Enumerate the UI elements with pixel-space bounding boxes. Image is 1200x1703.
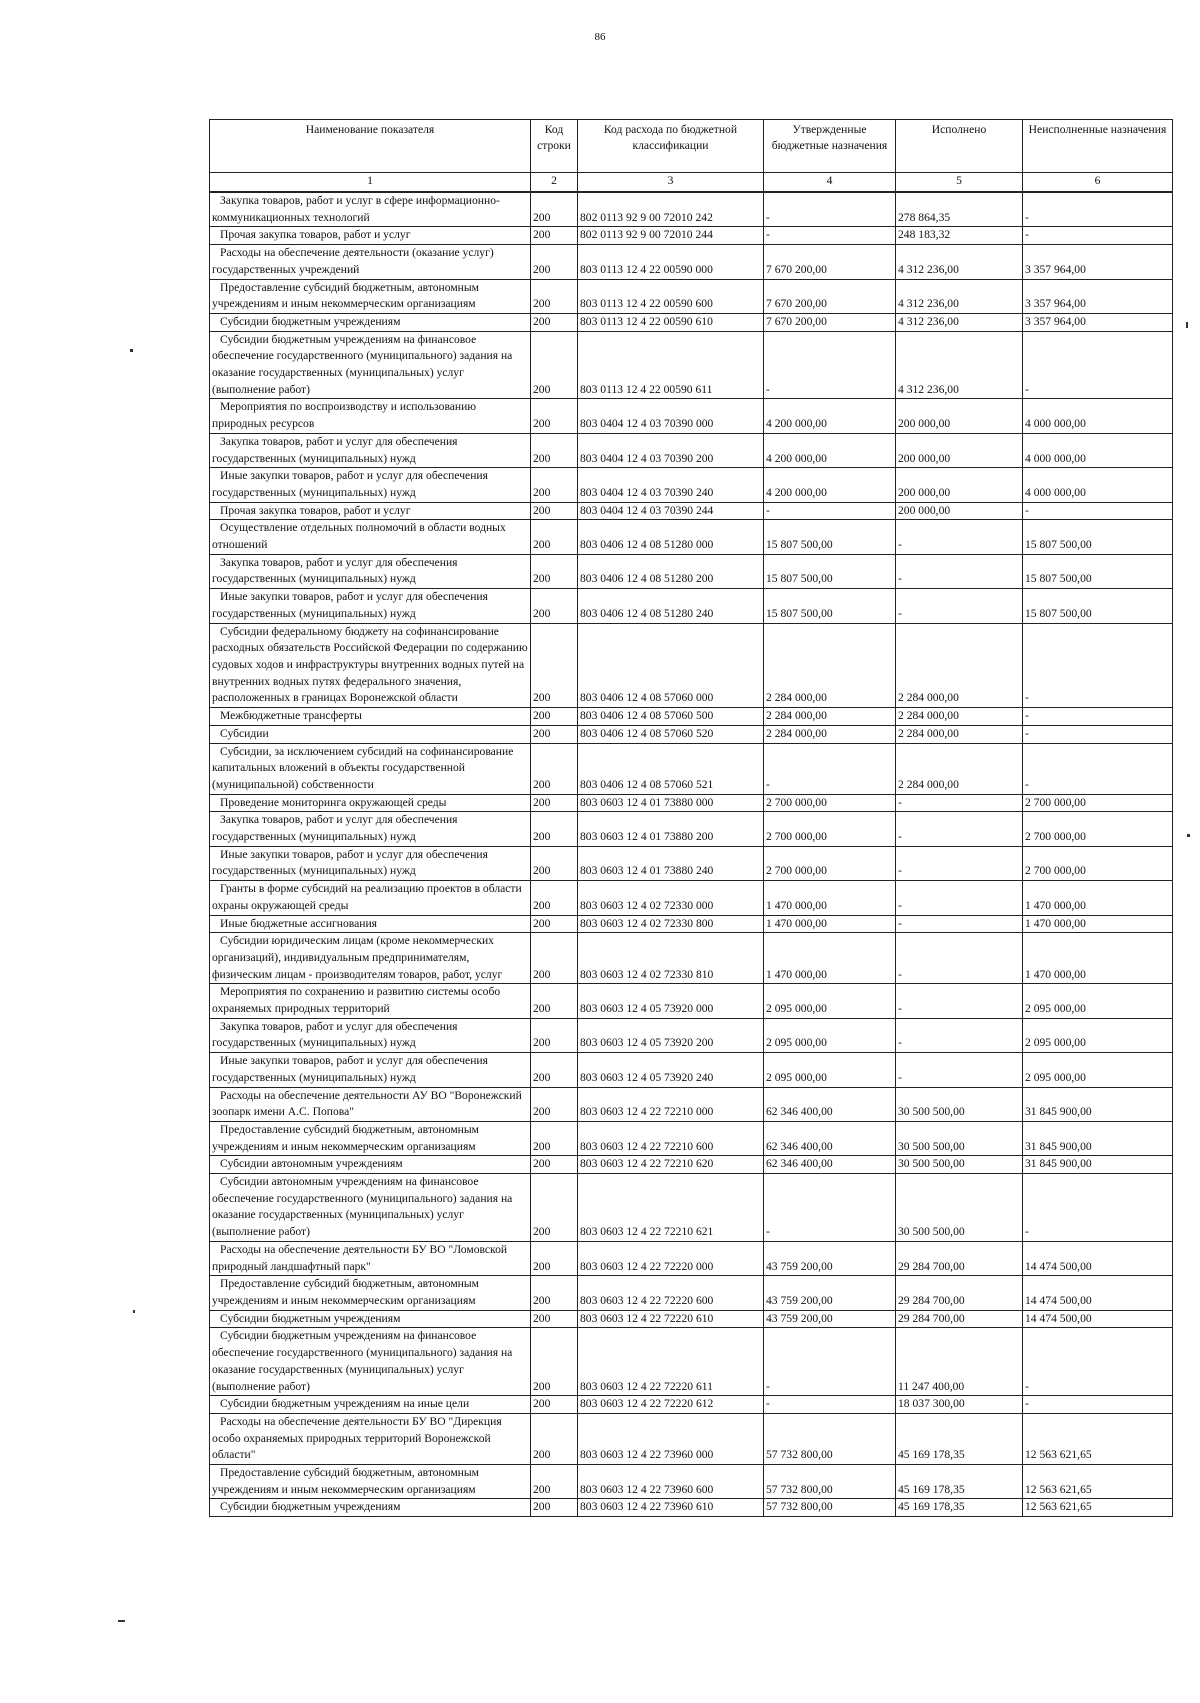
row-line-code: 200 — [531, 1241, 578, 1275]
row-executed: 11 247 400,00 — [896, 1328, 1023, 1396]
row-name: Субсидии федеральному бюджету на софинансирование расходных обязательств Российской Федерации по содержанию судовых ходов и инфраструктуры внутренних водных путей на внутренних водных путях федерального значения, расположенных в границах Воронежской области — [210, 623, 531, 708]
row-line-code: 200 — [531, 743, 578, 794]
row-approved: 43 759 200,00 — [764, 1310, 896, 1328]
row-executed: - — [896, 984, 1023, 1018]
row-line-code: 200 — [531, 399, 578, 433]
column-header-budget-code: Код расхода по бюджетной классификации — [578, 120, 764, 173]
row-unexecuted: 4 000 000,00 — [1023, 433, 1173, 467]
row-executed: 30 500 500,00 — [896, 1087, 1023, 1121]
row-executed: - — [896, 933, 1023, 984]
row-approved: - — [764, 743, 896, 794]
row-name: Мероприятия по воспроизводству и использованию природных ресурсов — [210, 399, 531, 433]
column-header-executed: Исполнено — [896, 120, 1023, 173]
row-budget-code: 803 0603 12 4 22 72220 600 — [578, 1276, 764, 1310]
row-unexecuted: 2 700 000,00 — [1023, 794, 1173, 812]
column-header-name: Наименование показателя — [210, 120, 531, 173]
row-budget-code: 803 0603 12 4 22 72220 610 — [578, 1310, 764, 1328]
row-unexecuted: 1 470 000,00 — [1023, 915, 1173, 933]
row-name: Закупка товаров, работ и услуг для обеспечения государственных (муниципальных) нужд — [210, 1018, 531, 1052]
row-executed: - — [896, 846, 1023, 880]
row-budget-code: 803 0603 12 4 02 72330 810 — [578, 933, 764, 984]
row-executed: 18 037 300,00 — [896, 1396, 1023, 1414]
table-row — [210, 623, 1173, 708]
table-row — [210, 708, 1173, 726]
row-name: Предоставление субсидий бюджетным, автономным учреждениям и иным некоммерческим организациям — [210, 1276, 531, 1310]
row-unexecuted: 2 095 000,00 — [1023, 1053, 1173, 1087]
row-approved: 62 346 400,00 — [764, 1156, 896, 1174]
row-executed: 248 183,32 — [896, 227, 1023, 245]
row-unexecuted: 3 357 964,00 — [1023, 313, 1173, 331]
row-budget-code: 803 0603 12 4 01 73880 240 — [578, 846, 764, 880]
row-approved: 2 700 000,00 — [764, 846, 896, 880]
row-executed: 2 284 000,00 — [896, 708, 1023, 726]
row-approved: 2 284 000,00 — [764, 708, 896, 726]
table-row — [210, 245, 1173, 279]
row-line-code: 200 — [531, 1053, 578, 1087]
row-unexecuted: 4 000 000,00 — [1023, 399, 1173, 433]
row-executed: 200 000,00 — [896, 468, 1023, 502]
table-row — [210, 1174, 1173, 1242]
row-executed: - — [896, 554, 1023, 588]
row-name: Иные закупки товаров, работ и услуг для обеспечения государственных (муниципальных) нужд — [210, 468, 531, 502]
row-line-code: 200 — [531, 313, 578, 331]
row-line-code: 200 — [531, 846, 578, 880]
row-executed: 2 284 000,00 — [896, 725, 1023, 743]
row-name: Расходы на обеспечение деятельности БУ ВО "Ломовской природный ландшафтный парк" — [210, 1241, 531, 1275]
row-executed: - — [896, 881, 1023, 915]
row-approved: 1 470 000,00 — [764, 933, 896, 984]
column-header-line-code: Код строки — [531, 120, 578, 173]
row-line-code: 200 — [531, 331, 578, 399]
row-budget-code: 803 0406 12 4 08 51280 240 — [578, 589, 764, 623]
row-unexecuted: 3 357 964,00 — [1023, 279, 1173, 313]
column-number: 5 — [896, 173, 1023, 193]
row-line-code: 200 — [531, 589, 578, 623]
row-executed: 278 864,35 — [896, 192, 1023, 227]
row-unexecuted: 14 474 500,00 — [1023, 1310, 1173, 1328]
column-number: 4 — [764, 173, 896, 193]
row-unexecuted: 12 563 621,65 — [1023, 1499, 1173, 1517]
row-executed: - — [896, 1018, 1023, 1052]
row-name: Субсидии — [210, 725, 531, 743]
row-approved: 62 346 400,00 — [764, 1121, 896, 1155]
row-line-code: 200 — [531, 1087, 578, 1121]
row-approved: 7 670 200,00 — [764, 279, 896, 313]
row-budget-code: 803 0603 12 4 22 72210 000 — [578, 1087, 764, 1121]
row-unexecuted: - — [1023, 623, 1173, 708]
row-budget-code: 802 0113 92 9 00 72010 242 — [578, 192, 764, 227]
row-name: Расходы на обеспечение деятельности (оказание услуг) государственных учреждений — [210, 245, 531, 279]
table-row — [210, 502, 1173, 520]
row-line-code: 200 — [531, 1276, 578, 1310]
row-unexecuted: 15 807 500,00 — [1023, 589, 1173, 623]
table-row — [210, 1241, 1173, 1275]
scan-mark — [130, 349, 133, 352]
row-line-code: 200 — [531, 1396, 578, 1414]
row-approved: 57 732 800,00 — [764, 1465, 896, 1499]
row-unexecuted: - — [1023, 502, 1173, 520]
table-row — [210, 1018, 1173, 1052]
table-row — [210, 1328, 1173, 1396]
row-executed: 4 312 236,00 — [896, 279, 1023, 313]
table-row — [210, 399, 1173, 433]
row-budget-code: 802 0113 92 9 00 72010 244 — [578, 227, 764, 245]
row-executed: 4 312 236,00 — [896, 331, 1023, 399]
row-line-code: 200 — [531, 708, 578, 726]
row-executed: 200 000,00 — [896, 433, 1023, 467]
table-row — [210, 1310, 1173, 1328]
row-unexecuted: 1 470 000,00 — [1023, 881, 1173, 915]
row-executed: - — [896, 915, 1023, 933]
row-budget-code: 803 0603 12 4 22 72220 612 — [578, 1396, 764, 1414]
row-budget-code: 803 0404 12 4 03 70390 244 — [578, 502, 764, 520]
row-name: Закупка товаров, работ и услуг для обеспечения государственных (муниципальных) нужд — [210, 812, 531, 846]
row-approved: 7 670 200,00 — [764, 245, 896, 279]
row-budget-code: 803 0603 12 4 22 73960 000 — [578, 1413, 764, 1464]
column-number: 3 — [578, 173, 764, 193]
table-row — [210, 468, 1173, 502]
row-approved: 4 200 000,00 — [764, 468, 896, 502]
table-body — [210, 192, 1173, 1517]
row-approved: 2 700 000,00 — [764, 812, 896, 846]
row-approved: 43 759 200,00 — [764, 1276, 896, 1310]
table-row — [210, 313, 1173, 331]
row-executed: 4 312 236,00 — [896, 245, 1023, 279]
row-name: Мероприятия по сохранению и развитию системы особо охраняемых природных территорий — [210, 984, 531, 1018]
scan-mark — [118, 1620, 125, 1622]
row-approved: 2 284 000,00 — [764, 725, 896, 743]
row-approved: 2 095 000,00 — [764, 1018, 896, 1052]
row-line-code: 200 — [531, 245, 578, 279]
row-line-code: 200 — [531, 1465, 578, 1499]
column-number: 1 — [210, 173, 531, 193]
table-row — [210, 794, 1173, 812]
row-budget-code: 803 0603 12 4 02 72330 000 — [578, 881, 764, 915]
row-name: Субсидии бюджетным учреждениям — [210, 313, 531, 331]
table-row — [210, 743, 1173, 794]
row-unexecuted: 1 470 000,00 — [1023, 933, 1173, 984]
row-approved: - — [764, 331, 896, 399]
row-approved: 7 670 200,00 — [764, 313, 896, 331]
row-unexecuted: 2 700 000,00 — [1023, 812, 1173, 846]
row-approved: - — [764, 227, 896, 245]
row-unexecuted: 2 095 000,00 — [1023, 984, 1173, 1018]
row-unexecuted: - — [1023, 227, 1173, 245]
row-name: Прочая закупка товаров, работ и услуг — [210, 502, 531, 520]
row-name: Предоставление субсидий бюджетным, автономным учреждениям и иным некоммерческим организациям — [210, 279, 531, 313]
row-name: Расходы на обеспечение деятельности АУ ВО "Воронежский зоопарк имени А.С. Попова" — [210, 1087, 531, 1121]
row-approved: 2 095 000,00 — [764, 984, 896, 1018]
row-budget-code: 803 0603 12 4 01 73880 200 — [578, 812, 764, 846]
scan-mark — [1186, 322, 1188, 328]
table-row — [210, 554, 1173, 588]
row-executed: 30 500 500,00 — [896, 1156, 1023, 1174]
row-unexecuted: 4 000 000,00 — [1023, 468, 1173, 502]
row-name: Предоставление субсидий бюджетным, автономным учреждениям и иным некоммерческим организациям — [210, 1465, 531, 1499]
row-budget-code: 803 0406 12 4 08 57060 500 — [578, 708, 764, 726]
table-row — [210, 812, 1173, 846]
row-name: Осуществление отдельных полномочий в области водных отношений — [210, 520, 531, 554]
row-name: Проведение мониторинга окружающей среды — [210, 794, 531, 812]
row-approved: - — [764, 1174, 896, 1242]
row-line-code: 200 — [531, 554, 578, 588]
table-row — [210, 331, 1173, 399]
row-line-code: 200 — [531, 227, 578, 245]
row-budget-code: 803 0603 12 4 22 72220 611 — [578, 1328, 764, 1396]
row-line-code: 200 — [531, 984, 578, 1018]
table-row — [210, 1499, 1173, 1517]
row-executed: 2 284 000,00 — [896, 623, 1023, 708]
row-name: Закупка товаров, работ и услуг для обеспечения государственных (муниципальных) нужд — [210, 433, 531, 467]
scan-mark — [1187, 834, 1190, 837]
row-unexecuted: - — [1023, 1328, 1173, 1396]
row-budget-code: 803 0603 12 4 22 72220 000 — [578, 1241, 764, 1275]
row-budget-code: 803 0603 12 4 22 72210 621 — [578, 1174, 764, 1242]
row-unexecuted: - — [1023, 708, 1173, 726]
row-approved: - — [764, 192, 896, 227]
row-line-code: 200 — [531, 1156, 578, 1174]
row-unexecuted: 3 357 964,00 — [1023, 245, 1173, 279]
row-line-code: 200 — [531, 433, 578, 467]
table-row — [210, 725, 1173, 743]
row-line-code: 200 — [531, 192, 578, 227]
table-row — [210, 520, 1173, 554]
row-name: Субсидии юридическим лицам (кроме некоммерческих организаций), индивидуальным предпринимателям, физическим лицам - производителям товаров, работ, услуг — [210, 933, 531, 984]
row-budget-code: 803 0603 12 4 22 72210 600 — [578, 1121, 764, 1155]
row-name: Иные закупки товаров, работ и услуг для обеспечения государственных (муниципальных) нужд — [210, 846, 531, 880]
row-budget-code: 803 0603 12 4 05 73920 200 — [578, 1018, 764, 1052]
row-approved: 1 470 000,00 — [764, 881, 896, 915]
row-budget-code: 803 0404 12 4 03 70390 200 — [578, 433, 764, 467]
row-budget-code: 803 0113 12 4 22 00590 611 — [578, 331, 764, 399]
row-budget-code: 803 0404 12 4 03 70390 240 — [578, 468, 764, 502]
row-unexecuted: 15 807 500,00 — [1023, 554, 1173, 588]
row-line-code: 200 — [531, 468, 578, 502]
row-approved: 2 700 000,00 — [764, 794, 896, 812]
row-unexecuted: 2 700 000,00 — [1023, 846, 1173, 880]
row-approved: - — [764, 1328, 896, 1396]
row-name: Субсидии, за исключением субсидий на софинансирование капитальных вложений в объекты государственной (муниципальной) собственности — [210, 743, 531, 794]
row-name: Прочая закупка товаров, работ и услуг — [210, 227, 531, 245]
row-approved: 2 284 000,00 — [764, 623, 896, 708]
page-number: 86 — [594, 31, 606, 43]
row-approved: - — [764, 1396, 896, 1414]
row-approved: 15 807 500,00 — [764, 520, 896, 554]
table-row — [210, 881, 1173, 915]
row-executed: 29 284 700,00 — [896, 1241, 1023, 1275]
row-name: Субсидии бюджетным учреждениям на финансовое обеспечение государственного (муниципального) задания на оказание государственных (муниципальных) услуг (выполнение работ) — [210, 331, 531, 399]
row-executed: 45 169 178,35 — [896, 1499, 1023, 1517]
row-executed: - — [896, 589, 1023, 623]
row-name: Расходы на обеспечение деятельности БУ ВО "Дирекция особо охраняемых природных территорий Воронежской области" — [210, 1413, 531, 1464]
row-executed: 45 169 178,35 — [896, 1413, 1023, 1464]
row-unexecuted: 31 845 900,00 — [1023, 1156, 1173, 1174]
row-name: Закупка товаров, работ и услуг в сфере информационно-коммуникационных технологий — [210, 192, 531, 227]
row-budget-code: 803 0404 12 4 03 70390 000 — [578, 399, 764, 433]
row-name: Субсидии бюджетным учреждениям на финансовое обеспечение государственного (муниципального) задания на оказание государственных (муниципальных) услуг (выполнение работ) — [210, 1328, 531, 1396]
table-row — [210, 1053, 1173, 1087]
table-row — [210, 1121, 1173, 1155]
table-row — [210, 915, 1173, 933]
row-approved: 57 732 800,00 — [764, 1499, 896, 1517]
row-line-code: 200 — [531, 1121, 578, 1155]
row-approved: 57 732 800,00 — [764, 1413, 896, 1464]
row-line-code: 200 — [531, 1310, 578, 1328]
row-name: Иные закупки товаров, работ и услуг для обеспечения государственных (муниципальных) нужд — [210, 589, 531, 623]
row-line-code: 200 — [531, 1499, 578, 1517]
row-approved: 15 807 500,00 — [764, 589, 896, 623]
row-unexecuted: 31 845 900,00 — [1023, 1087, 1173, 1121]
row-name: Субсидии бюджетным учреждениям — [210, 1310, 531, 1328]
row-executed: 200 000,00 — [896, 502, 1023, 520]
row-name: Иные бюджетные ассигнования — [210, 915, 531, 933]
row-unexecuted: 15 807 500,00 — [1023, 520, 1173, 554]
row-budget-code: 803 0603 12 4 05 73920 000 — [578, 984, 764, 1018]
row-executed: - — [896, 794, 1023, 812]
row-budget-code: 803 0406 12 4 08 51280 200 — [578, 554, 764, 588]
row-unexecuted: 14 474 500,00 — [1023, 1276, 1173, 1310]
table-row — [210, 589, 1173, 623]
row-unexecuted: 12 563 621,65 — [1023, 1465, 1173, 1499]
row-name: Субсидии бюджетным учреждениям на иные цели — [210, 1396, 531, 1414]
row-line-code: 200 — [531, 725, 578, 743]
table-row — [210, 933, 1173, 984]
table-header-row — [210, 120, 1173, 173]
row-approved: 1 470 000,00 — [764, 915, 896, 933]
row-unexecuted: - — [1023, 1396, 1173, 1414]
budget-execution-table — [209, 119, 1173, 1517]
table-row — [210, 433, 1173, 467]
row-line-code: 200 — [531, 881, 578, 915]
row-line-code: 200 — [531, 794, 578, 812]
table-row — [210, 1087, 1173, 1121]
row-line-code: 200 — [531, 1413, 578, 1464]
row-approved: 62 346 400,00 — [764, 1087, 896, 1121]
row-budget-code: 803 0113 12 4 22 00590 610 — [578, 313, 764, 331]
row-executed: 200 000,00 — [896, 399, 1023, 433]
table-row — [210, 279, 1173, 313]
row-budget-code: 803 0603 12 4 01 73880 000 — [578, 794, 764, 812]
row-unexecuted: 14 474 500,00 — [1023, 1241, 1173, 1275]
column-number: 2 — [531, 173, 578, 193]
row-name: Межбюджетные трансферты — [210, 708, 531, 726]
row-approved: 43 759 200,00 — [764, 1241, 896, 1275]
row-name: Субсидии автономным учреждениям — [210, 1156, 531, 1174]
row-line-code: 200 — [531, 1328, 578, 1396]
scan-mark — [133, 1310, 135, 1313]
row-unexecuted: 2 095 000,00 — [1023, 1018, 1173, 1052]
row-line-code: 200 — [531, 1174, 578, 1242]
row-unexecuted: - — [1023, 331, 1173, 399]
row-budget-code: 803 0603 12 4 22 73960 610 — [578, 1499, 764, 1517]
row-executed: - — [896, 1053, 1023, 1087]
row-budget-code: 803 0113 12 4 22 00590 600 — [578, 279, 764, 313]
row-line-code: 200 — [531, 1018, 578, 1052]
row-approved: 4 200 000,00 — [764, 399, 896, 433]
row-executed: - — [896, 812, 1023, 846]
row-line-code: 200 — [531, 502, 578, 520]
row-unexecuted: 31 845 900,00 — [1023, 1121, 1173, 1155]
row-name: Предоставление субсидий бюджетным, автономным учреждениям и иным некоммерческим организациям — [210, 1121, 531, 1155]
row-budget-code: 803 0113 12 4 22 00590 000 — [578, 245, 764, 279]
row-unexecuted: - — [1023, 1174, 1173, 1242]
row-executed: 45 169 178,35 — [896, 1465, 1023, 1499]
row-line-code: 200 — [531, 812, 578, 846]
table-row — [210, 227, 1173, 245]
row-unexecuted: - — [1023, 725, 1173, 743]
row-approved: - — [764, 502, 896, 520]
row-line-code: 200 — [531, 623, 578, 708]
row-executed: - — [896, 520, 1023, 554]
column-number: 6 — [1023, 173, 1173, 193]
row-budget-code: 803 0406 12 4 08 57060 520 — [578, 725, 764, 743]
row-executed: 2 284 000,00 — [896, 743, 1023, 794]
row-name: Субсидии бюджетным учреждениям — [210, 1499, 531, 1517]
row-line-code: 200 — [531, 933, 578, 984]
row-budget-code: 803 0603 12 4 22 72210 620 — [578, 1156, 764, 1174]
row-executed: 29 284 700,00 — [896, 1276, 1023, 1310]
row-line-code: 200 — [531, 915, 578, 933]
row-unexecuted: - — [1023, 743, 1173, 794]
row-unexecuted: 12 563 621,65 — [1023, 1413, 1173, 1464]
row-executed: 4 312 236,00 — [896, 313, 1023, 331]
column-header-unexecuted: Неисполненные назначения — [1023, 120, 1173, 173]
row-line-code: 200 — [531, 520, 578, 554]
table-row — [210, 1156, 1173, 1174]
row-name: Закупка товаров, работ и услуг для обеспечения государственных (муниципальных) нужд — [210, 554, 531, 588]
table-row — [210, 1276, 1173, 1310]
row-budget-code: 803 0406 12 4 08 57060 000 — [578, 623, 764, 708]
row-budget-code: 803 0603 12 4 05 73920 240 — [578, 1053, 764, 1087]
row-budget-code: 803 0603 12 4 22 73960 600 — [578, 1465, 764, 1499]
row-unexecuted: - — [1023, 192, 1173, 227]
table-row — [210, 1465, 1173, 1499]
row-budget-code: 803 0406 12 4 08 51280 000 — [578, 520, 764, 554]
table-row — [210, 1413, 1173, 1464]
row-budget-code: 803 0603 12 4 02 72330 800 — [578, 915, 764, 933]
row-name: Иные закупки товаров, работ и услуг для обеспечения государственных (муниципальных) нужд — [210, 1053, 531, 1087]
row-approved: 4 200 000,00 — [764, 433, 896, 467]
table-row — [210, 192, 1173, 227]
column-number-row — [210, 173, 1173, 193]
row-budget-code: 803 0406 12 4 08 57060 521 — [578, 743, 764, 794]
row-approved: 2 095 000,00 — [764, 1053, 896, 1087]
row-executed: 29 284 700,00 — [896, 1310, 1023, 1328]
row-approved: 15 807 500,00 — [764, 554, 896, 588]
table-row — [210, 1396, 1173, 1414]
column-header-approved: Утвержденные бюджетные назначения — [764, 120, 896, 173]
row-name: Субсидии автономным учреждениям на финансовое обеспечение государственного (муниципального) задания на оказание государственных (муниципальных) услуг (выполнение работ) — [210, 1174, 531, 1242]
table-row — [210, 984, 1173, 1018]
row-name: Гранты в форме субсидий на реализацию проектов в области охраны окружающей среды — [210, 881, 531, 915]
row-executed: 30 500 500,00 — [896, 1174, 1023, 1242]
row-executed: 30 500 500,00 — [896, 1121, 1023, 1155]
table-row — [210, 846, 1173, 880]
row-line-code: 200 — [531, 279, 578, 313]
